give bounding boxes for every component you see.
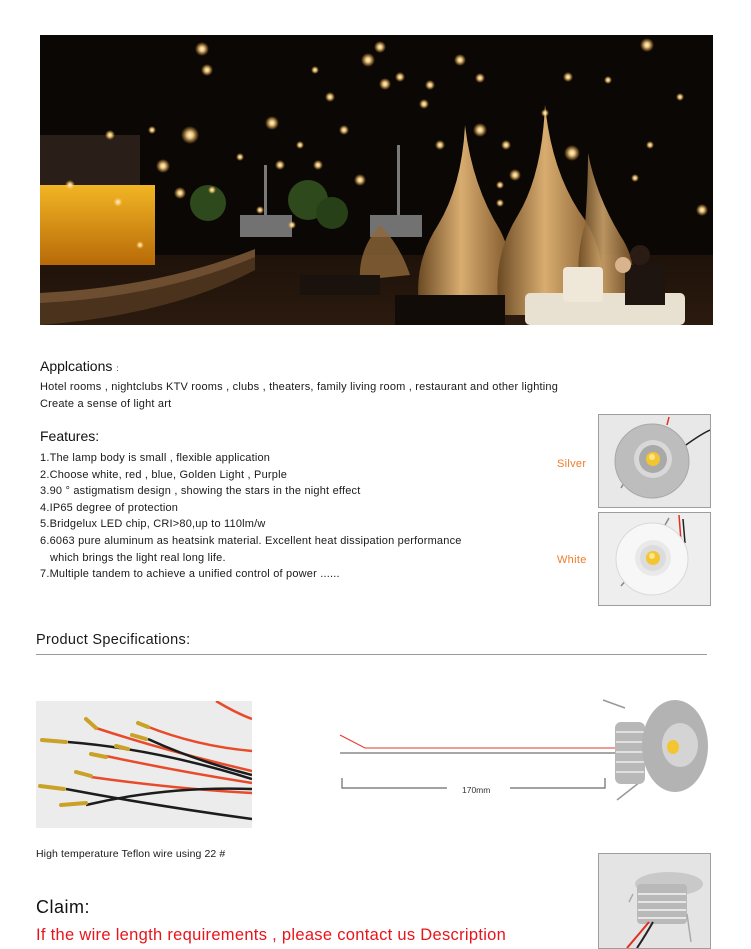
dimension-diagram [335, 690, 715, 810]
applications-line: Create a sense of light art [40, 397, 172, 410]
feature-item: 3.90 ° astigmatism design , showing the stars in the night effect [40, 485, 361, 498]
feature-item: 5.Bridgelux LED chip, CRI>80,up to 110lm/w [40, 518, 266, 531]
section-divider [36, 654, 707, 655]
lamp-side-photo [598, 853, 711, 949]
features-heading: Features: [40, 428, 100, 444]
restaurant-illustration [40, 35, 713, 325]
claim-heading: Claim: [36, 897, 91, 917]
white-downlight-icon [599, 513, 710, 605]
silver-lamp-photo [598, 414, 711, 508]
teflon-wire-photo [36, 701, 252, 828]
features-list [40, 450, 520, 583]
feature-item: 4.IP65 degree of protection [40, 501, 179, 514]
silver-downlight-icon [599, 415, 710, 507]
specifications-heading: Product Specifications: [36, 632, 191, 648]
applications-line: Hotel rooms , nightclubs KTV rooms , clubs , theaters, family living room , restaurant and other lighting [40, 381, 559, 393]
wires-icon [36, 701, 252, 828]
feature-item: 2.Choose white, red , blue, Golden Light , Purple [40, 468, 288, 481]
downlight-side-icon [599, 854, 710, 948]
feature-item: 7.Multiple tandem to achieve a unified control of power ...... [40, 568, 340, 581]
applications-heading-suffix: : [116, 364, 119, 373]
feature-continuation-text: which brings the light real long life. [50, 551, 226, 564]
hero-photo [40, 35, 713, 325]
lamp-wire-diagram [335, 690, 715, 810]
feature-item-continuation [40, 550, 520, 567]
finish-label-silver: Silver [557, 458, 587, 470]
claim-text: If the wire length requirements , please contact us Description [36, 926, 507, 944]
wire-caption: High temperature Teflon wire using 22 # [36, 848, 226, 860]
applications-heading-text: Applcations [40, 358, 113, 374]
feature-item: 6.6063 pure aluminum as heatsink material. Excellent heat dissipation performance [40, 534, 462, 547]
applications-text [40, 379, 620, 412]
wire-length-label: 170mm [462, 785, 491, 795]
feature-item: 1.The lamp body is small , flexible application [40, 452, 271, 464]
applications-heading [40, 358, 119, 374]
finish-label-white: White [557, 554, 587, 566]
white-lamp-photo [598, 512, 711, 606]
